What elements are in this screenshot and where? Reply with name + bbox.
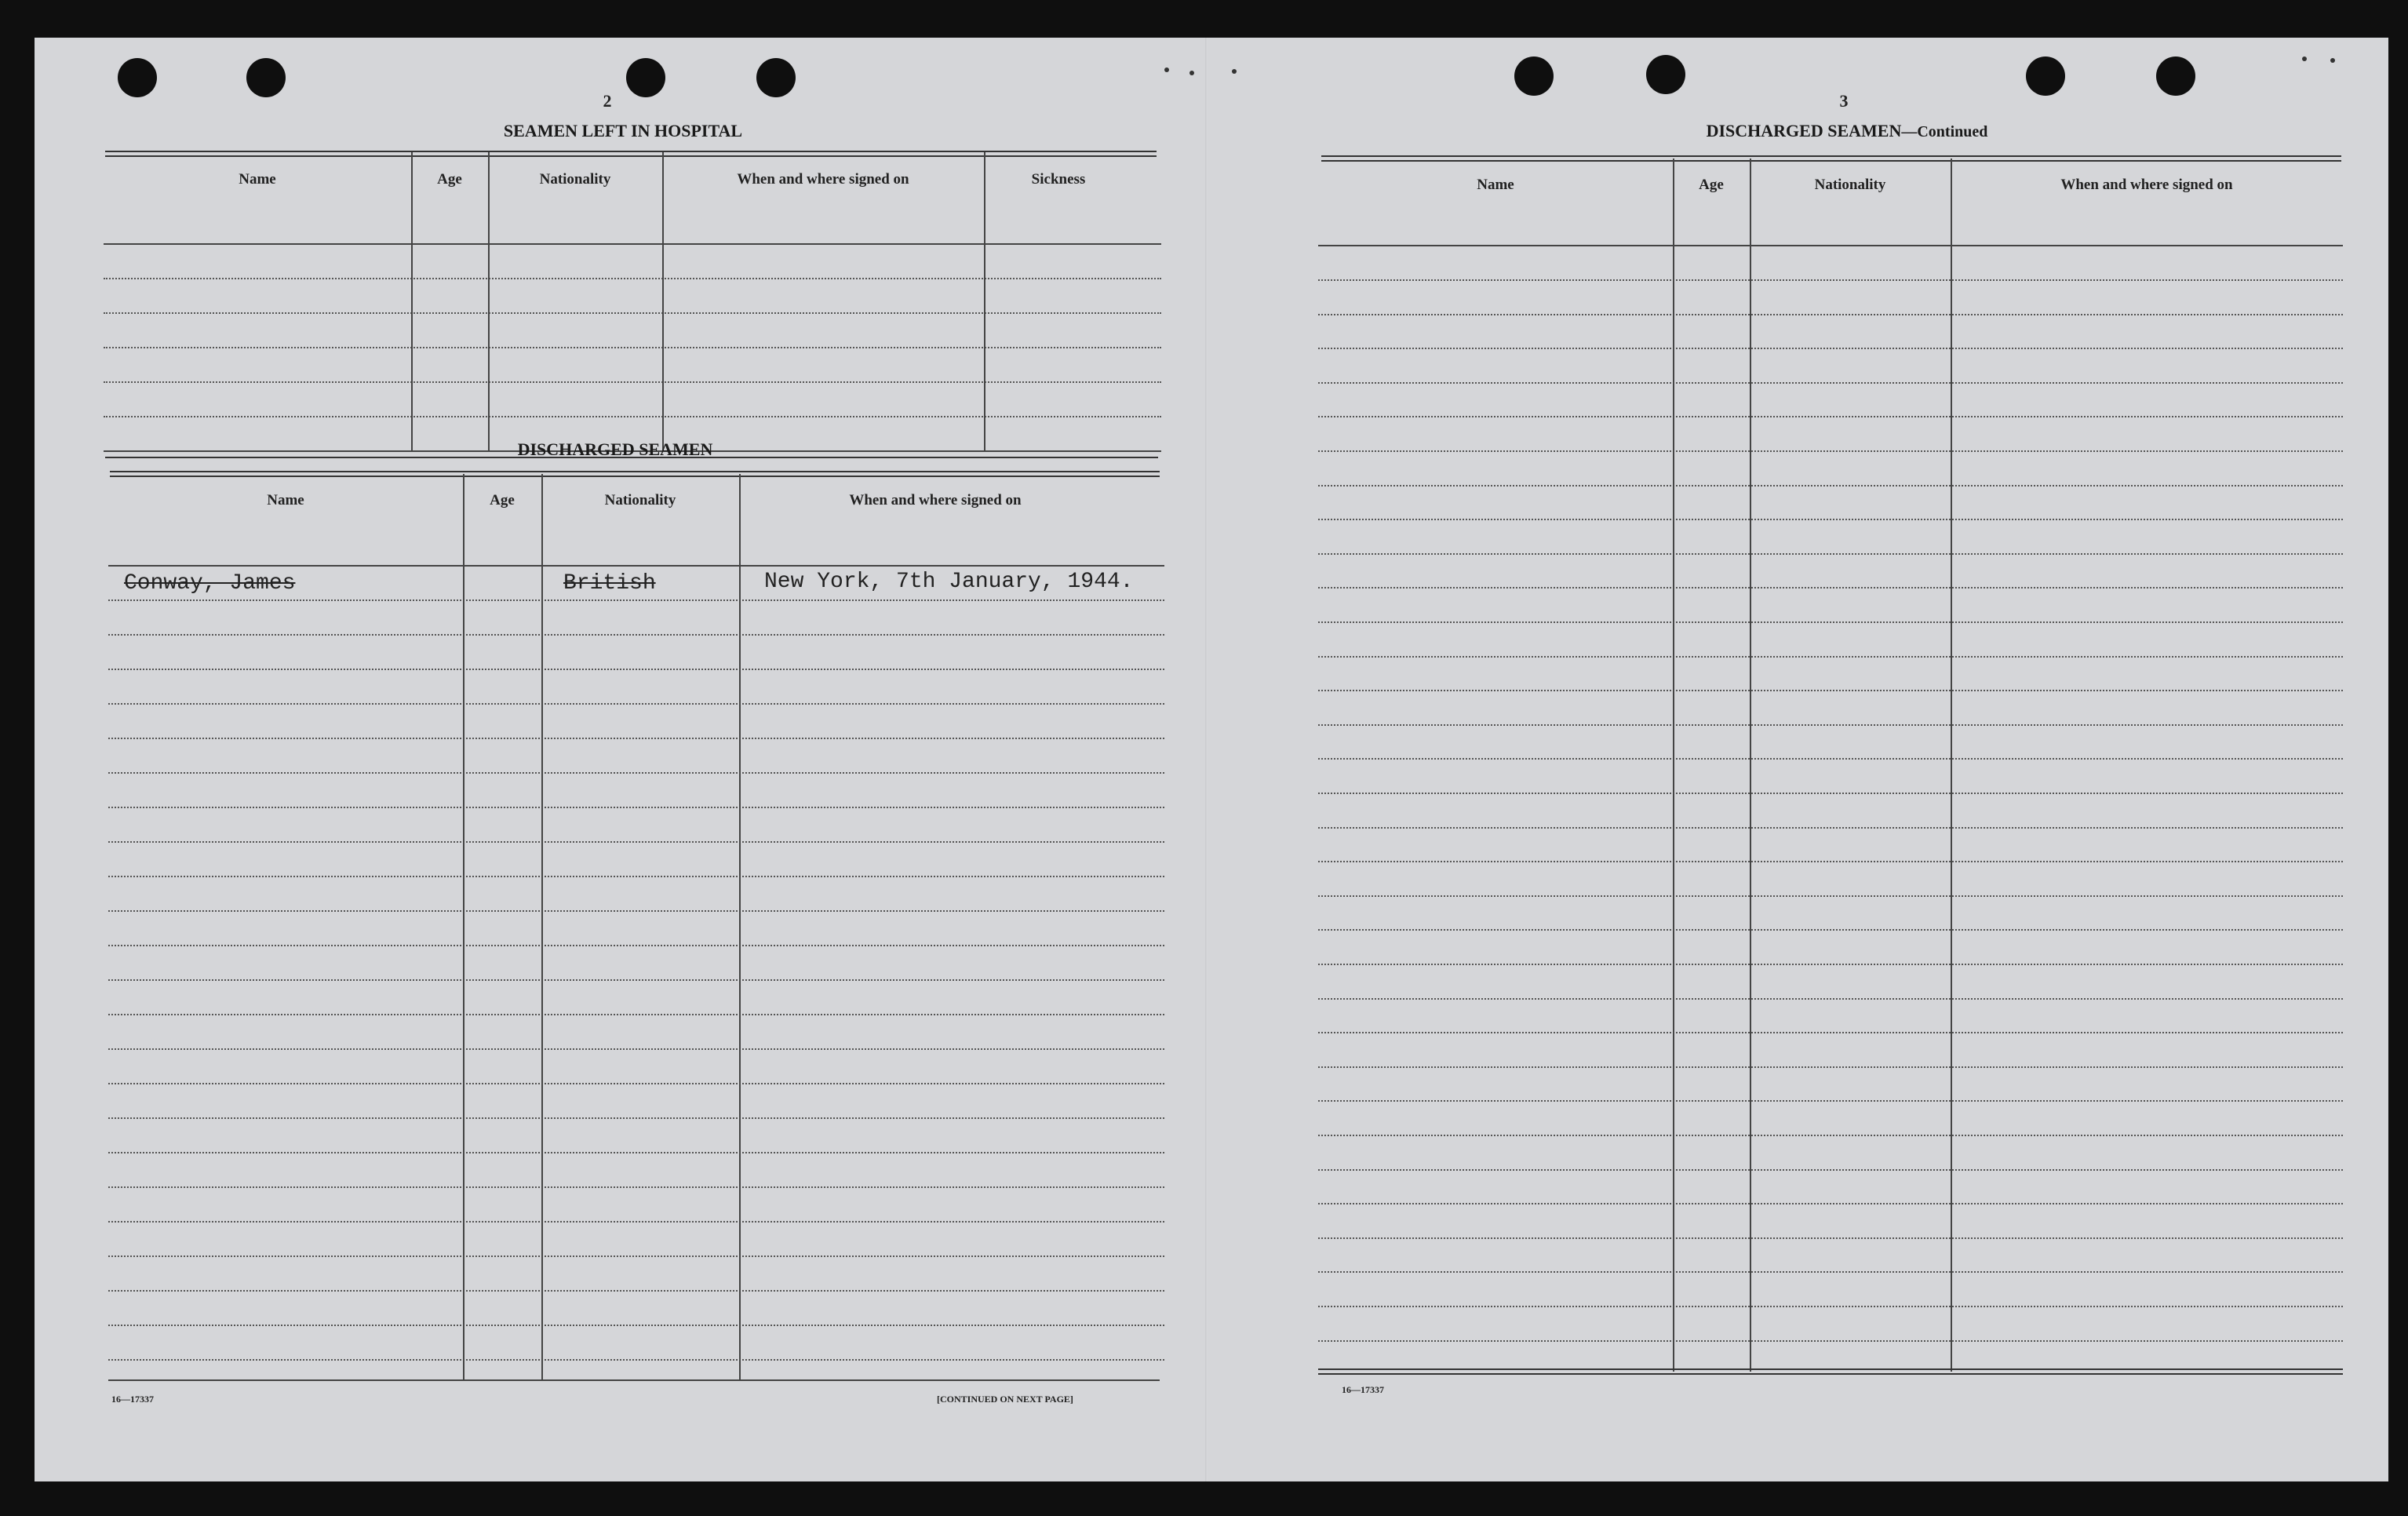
column-divider [488,152,490,450]
column-header-name: Name [239,171,276,188]
row-line [1318,929,2343,931]
row-line [108,910,1164,912]
table-bottom-rule [1318,1368,2343,1375]
column-header-sickness: Sickness [1031,171,1086,188]
row-line [1318,1100,2343,1102]
column-divider [984,152,985,450]
section-rule [105,151,1157,157]
row-line [1318,485,2343,487]
column-header-age: Age [490,492,515,508]
row-line [108,807,1164,808]
column-header-nationality: Nationality [604,492,676,508]
row-line [108,841,1164,843]
row-line [1318,587,2343,589]
row-line [1318,1340,2343,1342]
row-line [108,599,1164,601]
column-header-name: Name [267,492,304,508]
column-header-nationality: Nationality [539,171,611,188]
row-line [1318,964,2343,965]
section-rule [1321,155,2341,162]
column-header-nationality: Nationality [1814,177,1886,193]
row-line [108,979,1164,981]
continued-note: [CONTINUED ON NEXT PAGE] [937,1394,1073,1405]
row-line [108,669,1164,670]
row-line [1318,314,2343,315]
row-line [1318,895,2343,897]
table-bottom-rule [108,1379,1160,1381]
row-line [1318,553,2343,555]
row-line [108,1325,1164,1326]
row-line [1318,861,2343,862]
column-divider [411,152,413,450]
row-line [1318,1306,2343,1307]
row-line [104,278,1161,279]
discharged-continued-table [1318,162,2343,1417]
row-line [1318,1271,2343,1273]
row-line [104,347,1161,348]
row-line [1318,348,2343,349]
header-rule [104,243,1161,245]
column-header-signed-on: When and where signed on [2060,177,2233,193]
row-line [1318,450,2343,452]
row-line [1318,1032,2343,1033]
row-line [104,381,1161,383]
column-header-signed-on: When and where signed on [849,492,1022,508]
row-line [108,1221,1164,1223]
row-line [1318,1135,2343,1136]
row-line [104,312,1161,314]
column-header-age: Age [1699,177,1724,193]
row-line [1318,793,2343,794]
row-line [1318,382,2343,384]
seaman-name: Conway, James [124,571,296,596]
column-header-name: Name [1477,177,1514,193]
row-line [1318,998,2343,1000]
row-line [108,1048,1164,1050]
column-header-age: Age [437,171,462,188]
row-line [108,945,1164,946]
column-header-signed-on: When and where signed on [737,171,909,188]
row-line [108,772,1164,774]
row-line [1318,1203,2343,1204]
row-line [104,416,1161,417]
page-fold [1205,38,1208,1481]
row-line [1318,416,2343,417]
title-suffix: —Continued [1901,123,1988,140]
row-line [108,634,1164,636]
form-code: 16—17337 [1342,1384,1384,1395]
row-line [1318,1169,2343,1171]
row-line [1318,690,2343,691]
row-line [108,703,1164,705]
row-line [108,1359,1164,1361]
row-line [1318,279,2343,281]
row-line [108,1152,1164,1153]
row-line [108,1014,1164,1015]
page-number: 2 [603,91,612,111]
row-line [1318,1237,2343,1239]
title-main: DISCHARGED SEAMEN [1706,121,1902,140]
hospital-section-title: SEAMEN LEFT IN HOSPITAL [503,121,743,140]
seaman-nationality: British [563,571,656,596]
right-page [1211,38,2388,1481]
document-sheet [35,38,2388,1481]
column-divider [1673,159,1674,1372]
row-line [1318,621,2343,623]
hospital-table [104,157,1161,458]
column-divider [739,474,741,1381]
row-line [108,1186,1164,1188]
row-line [1318,724,2343,726]
row-line [108,1255,1164,1257]
column-divider [541,474,543,1381]
discharged-continued-title [1557,121,2137,141]
column-divider [662,152,664,450]
row-line [108,1290,1164,1292]
row-line [108,738,1164,739]
row-line [1318,656,2343,658]
seaman-signed-on: New York, 7th January, 1944. [764,570,1134,594]
row-line [108,1117,1164,1119]
row-line [108,876,1164,877]
form-code: 16—17337 [111,1394,154,1405]
header-rule [108,565,1164,567]
section-rule [110,471,1160,477]
page-number: 3 [1839,91,1849,111]
discharged-section-title: DISCHARGED SEAMEN [517,439,713,459]
row-line [1318,827,2343,829]
discharged-table [108,477,1164,1419]
header-rule [1318,245,2343,246]
row-line [108,1083,1164,1084]
left-page [35,38,1204,1481]
column-divider [463,474,464,1381]
column-divider [1750,159,1751,1372]
row-line [1318,758,2343,760]
row-line [1318,1066,2343,1068]
column-divider [1951,159,1952,1372]
row-line [1318,519,2343,520]
